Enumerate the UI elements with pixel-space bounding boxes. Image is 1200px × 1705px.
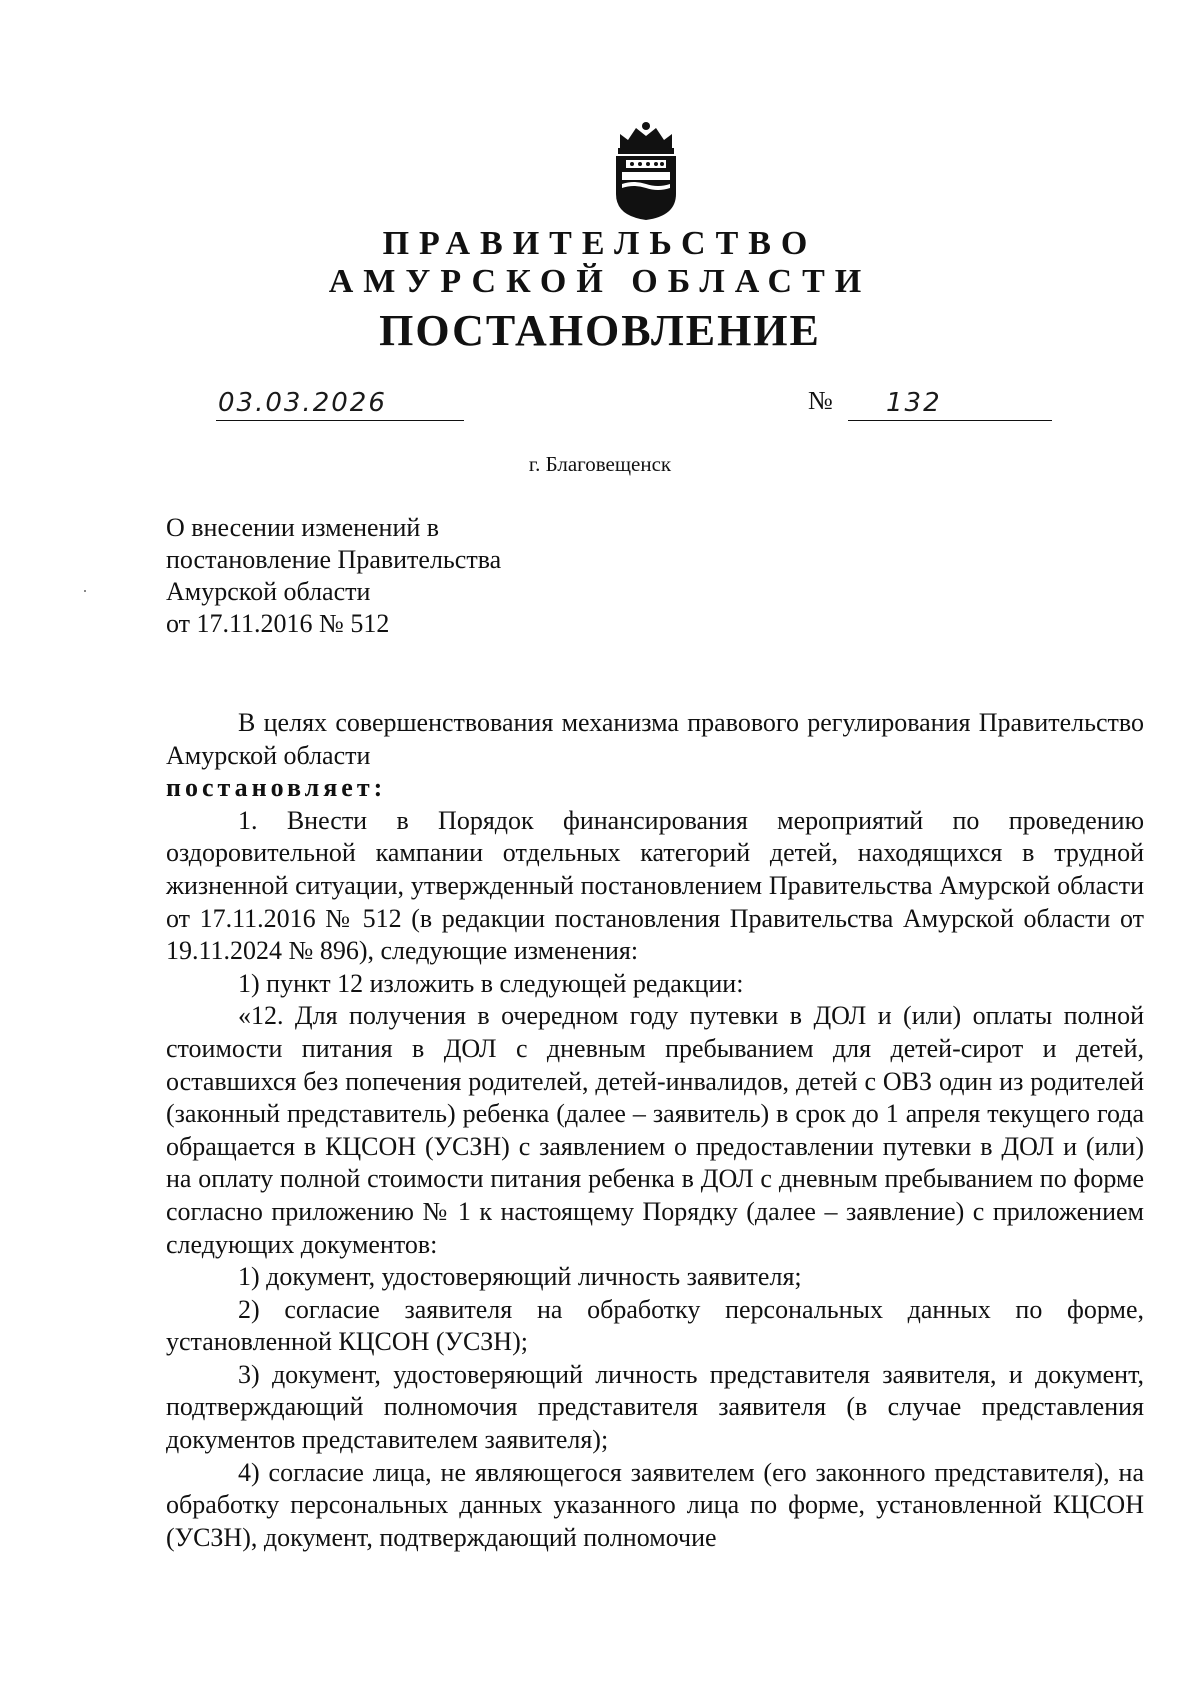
decree-date: 03.03.2026 [218, 388, 387, 418]
scan-speck [84, 590, 86, 592]
decree-body [166, 707, 1144, 1554]
decree-date-field [216, 390, 464, 421]
number-sign-label: № [808, 386, 833, 415]
decree-number-field [848, 390, 1052, 421]
document-item-2: 2) согласие заявителя на обработку персональных данных по форме, установленной КЦСОН (УСЗН); [166, 1294, 1144, 1357]
subject-line-1: О внесении изменений в [166, 513, 440, 542]
preamble-paragraph: В целях совершенствования механизма правового регулирования Правительство Амурской области [166, 708, 1144, 770]
amur-oblast-coat-of-arms-icon [606, 118, 686, 222]
subject-line-2: постановление Правительства [166, 545, 502, 574]
item-1-paragraph: 1. Внести в Порядок финансирования мероприятий по проведению оздоровительной кампании отдельных категорий детей, находящихся в трудной жизненной ситуации, утвержденный постановлением Правительства Амурской области от 17.11.2016 № 512 (в редакции постановления Правительства Амурской области от 19.11.2024 № 896), следующие изменения: [166, 805, 1144, 966]
document-item-3: 3) документ, удостоверяющий личность представителя заявителя, и документ, подтверждающий полномочия представителя заявителя (в случае представления документов представителем заявителя); [166, 1359, 1144, 1455]
document-item-4: 4) согласие лица, не являющегося заявителем (его законного представителя), на обработку персональных данных указанного лица по форме, установленной КЦСОН (УСЗН), документ, подтверждающий полномочие [166, 1457, 1144, 1552]
subitem-1-paragraph: 1) пункт 12 изложить в следующей редакции: [238, 968, 744, 998]
decree-subject [166, 512, 501, 640]
clause-12-paragraph: «12. Для получения в очередном году путевки в ДОЛ и (или) оплаты полной стоимости питания в ДОЛ с дневным пребыванием для детей-сирот и детей, оставшихся без попечения родителей, детей-инвалидов, детей с ОВЗ один из родителей (законный представитель) ребенка (далее – заявитель) в срок до 1 апреля текущего года обращается в КЦСОН (УСЗН) с заявлением о предоставлении путевки в ДОЛ и (или) на оплату полной стоимости питания ребенка в ДОЛ с дневным пребыванием по форме согласно приложению № 1 к настоящему Порядку (далее – заявление) с приложением следующих документов: [166, 1001, 1144, 1259]
subject-line-3: Амурской области [166, 577, 371, 606]
city-name: г. Благовещенск [528, 452, 672, 476]
decree-number: 132 [886, 388, 942, 418]
subject-line-4: от 17.11.2016 № 512 [166, 609, 390, 638]
document-item-1: 1) документ, удостоверяющий личность заявителя; [238, 1262, 802, 1292]
document-type-title: ПОСТАНОВЛЕНИЕ [379, 306, 821, 355]
resolves-word: постановляет: [166, 773, 387, 803]
government-name-line-1: ПРАВИТЕЛЬСТВО [382, 225, 818, 262]
emblem [606, 118, 686, 222]
government-name-line-2: АМУРСКОЙ ОБЛАСТИ [328, 263, 872, 300]
